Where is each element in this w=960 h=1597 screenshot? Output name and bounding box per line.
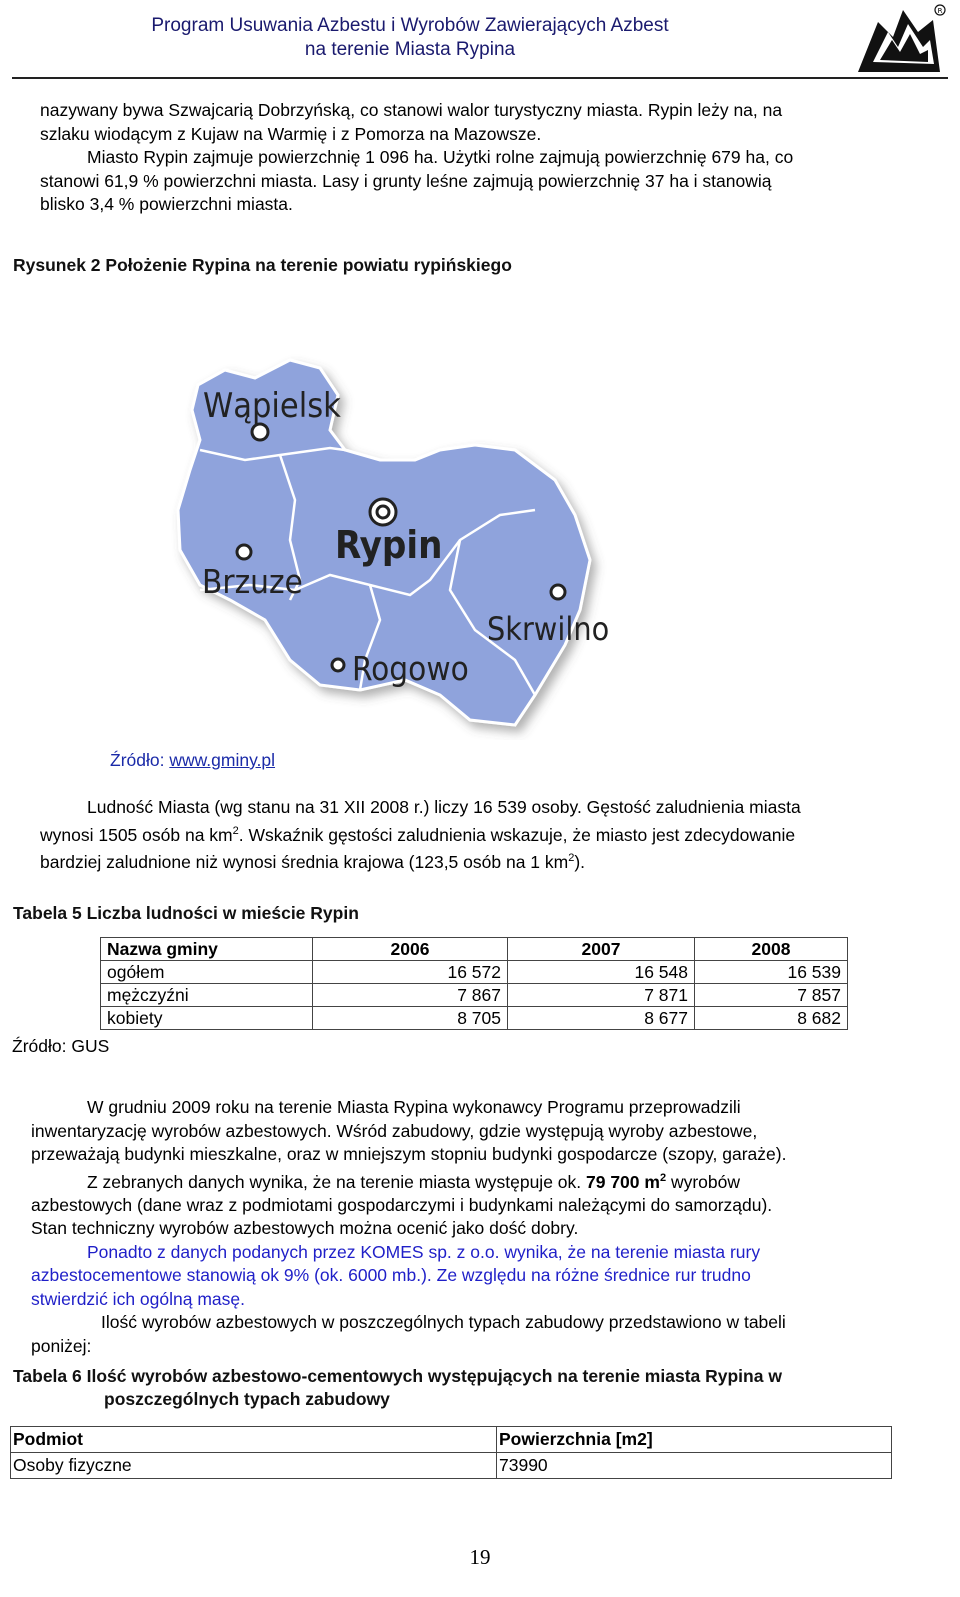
header-title-line2: na terenie Miasta Rypina — [304, 39, 516, 60]
table-cell: 16 548 — [508, 961, 695, 984]
figure-source-prefix: Źródło: — [110, 750, 170, 770]
table-cell: Osoby fizyczne — [11, 1453, 497, 1479]
source-link[interactable]: www.gminy.pl — [169, 750, 276, 770]
intro-line: nazywany bywa Szwajcarią Dobrzyńską, co stanowi walor turystyczny miasta. Rypin leży na, na — [40, 100, 783, 120]
header-divider — [12, 77, 948, 79]
inventory-line: Stan techniczny wyrobów azbestowych można ocenić jako dość dobry. — [31, 1218, 579, 1239]
county-map — [170, 300, 620, 740]
inventory-line: przeważają budynki mieszkalne, oraz w mniejszym stopniu budynki gospodarcze (szopy, garaże). — [31, 1144, 787, 1164]
inventory-line: poniżej: — [31, 1335, 92, 1356]
table-cell: 7 857 — [695, 984, 848, 1007]
intro-line: stanowi 61,9 % powierzchni miasta. Lasy i grunty leśne zajmują powierzchnię 37 ha i stanowią — [40, 170, 772, 191]
table-row — [101, 984, 848, 1007]
table6-caption-line1: Tabela 6 Ilość wyrobów azbestowo-cementowych występujących na terenie miasta Rypina w — [13, 1366, 782, 1386]
map-label-wapielsk: Wąpielsk — [203, 386, 341, 426]
table6-caption — [13, 1365, 782, 1411]
inventory-line: Z zebranych danych wynika, że na terenie miasta występuje ok. 79 700 $m^2$ wyrobów — [87, 1171, 740, 1192]
figure-source — [110, 750, 275, 771]
table-header-row — [11, 1427, 892, 1453]
inventory-line: inwentaryzację wyrobów azbestowych. Wśród zabudowy, gdzie występują wyroby azbestowe, — [31, 1120, 758, 1141]
inventory-line: azbestocementowe stanowią ok 9% (ok. 6000 mb.). Ze względu na różne średnice rur trudno — [31, 1265, 751, 1286]
table-header-cell: Podmiot — [11, 1427, 497, 1453]
map-label-skrwilno: Skrwilno — [487, 610, 610, 648]
table-header-cell: 2006 — [313, 938, 508, 961]
page-number: 19 — [469, 1545, 491, 1569]
population-line: bardziej zaludnione niż wynosi średnia krajowa (123,5 osób na 1 $km^2$). — [40, 851, 586, 872]
program-logo-icon — [848, 2, 948, 76]
table-cell: 73990 — [497, 1453, 892, 1479]
table-row — [101, 961, 848, 984]
table-cell: 7 867 — [313, 984, 508, 1007]
table-cell: 16 572 — [313, 961, 508, 984]
intro-line: szlaku wiodącym z Kujaw na Warmię i z Pomorza na Mazowsze. — [40, 123, 542, 144]
table-cell: 8 677 — [508, 1007, 695, 1030]
population-table — [100, 937, 848, 1030]
table-header-cell: Nazwa gminy — [101, 938, 313, 961]
wapielsk-marker — [252, 424, 268, 440]
table-header-row — [101, 938, 848, 961]
header-title — [60, 14, 760, 62]
table5-source: Źródło: GUS — [12, 1036, 110, 1056]
table6-caption-line2: poszczególnych typach zabudowy — [104, 1389, 390, 1409]
table-cell: 8 705 — [313, 1007, 508, 1030]
table-row — [11, 1453, 892, 1479]
asbestos-table — [10, 1426, 892, 1479]
table-cell: 16 539 — [695, 961, 848, 984]
table-row — [101, 1007, 848, 1030]
table-cell: kobiety — [101, 1007, 313, 1030]
map-label-brzuze: Brzuze — [202, 562, 303, 601]
table-cell: 8 682 — [695, 1007, 848, 1030]
table5-caption: Tabela 5 Liczba ludności w mieście Rypin — [13, 903, 359, 923]
table-header-cell: 2008 — [695, 938, 848, 961]
map-label-rogowo: Rogowo — [352, 649, 469, 688]
intro-line: Miasto Rypin zajmuje powierzchnię 1 096 ha. Użytki rolne zajmują powierzchnię 679 ha, co — [87, 147, 794, 167]
skrwilno-marker — [551, 585, 565, 599]
svg-text:R: R — [937, 7, 943, 15]
inventory-line: azbestowych (dane wraz z podmiotami gospodarczymi i budynkami należącymi do samorządu). — [31, 1194, 773, 1215]
intro-paragraph — [40, 99, 936, 217]
page-header — [0, 0, 960, 80]
table-cell: mężczyźni — [101, 984, 313, 1007]
population-line: wynosi 1505 osób na $km^2$. Wskaźnik gęstości zaludnienia wskazuje, że miasto jest zdecydowanie — [40, 824, 796, 845]
inventory-line: W grudniu 2009 roku na terenie Miasta Rypina wykonawcy Programu przeprowadzili — [87, 1097, 741, 1117]
rogowo-marker — [332, 659, 344, 671]
inventory-line: Ilość wyrobów azbestowych w poszczególnych typach zabudowy przedstawiono w tabeli — [101, 1312, 786, 1333]
inventory-paragraphs — [31, 1096, 936, 1358]
table-cell: ogółem — [101, 961, 313, 984]
inventory-line: Ponadto z danych podanych przez KOMES sp. z o.o. wynika, że na terenie miasta rury — [87, 1241, 761, 1262]
table-cell: 7 871 — [508, 984, 695, 1007]
brzuze-marker — [237, 545, 251, 559]
table-header-cell: 2007 — [508, 938, 695, 961]
population-paragraph — [40, 796, 936, 874]
intro-line: blisko 3,4 % powierzchni miasta. — [40, 194, 293, 214]
map-label-rypin: Rypin — [335, 523, 443, 567]
inventory-line: stwierdzić ich ogólną masę. — [31, 1288, 245, 1309]
table-header-cell: Powierzchnia [m2] — [497, 1427, 892, 1453]
figure-caption: Rysunek 2 Położenie Rypina na terenie powiatu rypińskiego — [13, 255, 512, 275]
population-line: Ludność Miasta (wg stanu na 31 XII 2008 r.) liczy 16 539 osoby. Gęstość zaludnienia miasta — [87, 797, 801, 817]
header-title-line1: Program Usuwania Azbestu i Wyrobów Zawierających Azbest — [151, 15, 669, 36]
